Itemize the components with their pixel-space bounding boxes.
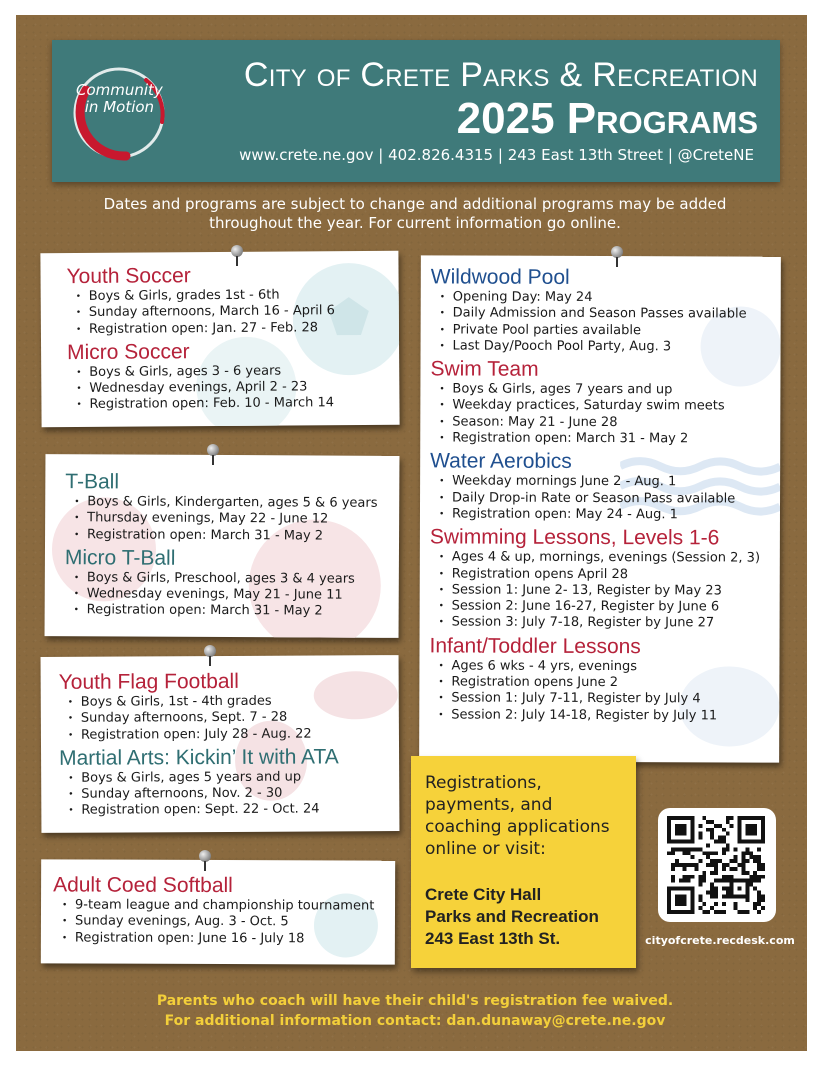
- list-item: • Last Day/Pooch Pool Party, Aug. 3: [431, 338, 781, 356]
- water-aerobics-title: Water Aerobics: [430, 449, 572, 474]
- pushpin-icon: [203, 645, 217, 665]
- toddler-lessons-title: Infant/Toddler Lessons: [429, 634, 641, 658]
- logo-text: Community in Motion: [76, 81, 163, 116]
- softball-card: [41, 859, 395, 964]
- soccer-card: [40, 251, 399, 427]
- header-banner: [52, 40, 780, 182]
- list-item: • Opening Day: May 24: [431, 289, 781, 307]
- list-item: • Boys & Girls, Kindergarten, ages 5 & 6 years: [65, 494, 399, 512]
- swim-team-list: [430, 382, 780, 448]
- list-item: • Registration open: March 31 - May 2: [430, 430, 780, 448]
- page-title: City of Crete Parks & Recreation: [243, 56, 758, 94]
- pushpin-icon: [198, 850, 212, 870]
- list-item: • Session 1: July 7-11, Register by July 4: [429, 691, 779, 709]
- tball-title: T-Ball: [65, 470, 120, 494]
- swim-lessons-title: Swimming Lessons, Levels 1-6: [429, 525, 720, 550]
- list-item: • Weekday practices, Saturday swim meets: [430, 398, 780, 416]
- pushpin-icon: [610, 246, 624, 266]
- micro-soccer-list: [67, 363, 399, 414]
- list-item: • Boys & Girls, Preschool, ages 3 & 4 years: [65, 570, 399, 588]
- list-item: • Registration opens June 2: [429, 674, 779, 692]
- list-item: • Boys & Girls, 1st - 4th grades: [59, 693, 399, 711]
- list-item: • Boys & Girls, ages 7 years and up: [430, 382, 780, 400]
- list-item: • Registration opens April 28: [430, 566, 780, 584]
- registration-address: Crete City Hall Parks and Recreation 243 East 13th St.: [425, 885, 599, 948]
- qr-url[interactable]: cityofcrete.recdesk.com: [645, 934, 795, 947]
- swim-team-title: Swim Team: [430, 357, 539, 381]
- disclaimer: Dates and programs are subject to change and additional programs may be added throughout the year. For current information go online.: [103, 195, 727, 232]
- page-subtitle: 2025 Programs: [456, 94, 758, 143]
- qr-code-icon: [667, 816, 765, 914]
- list-item: • Registration open: July 28 - Aug. 22: [59, 726, 399, 744]
- micro-tball-list: [65, 570, 399, 621]
- list-item: • Session 2: June 16-27, Register by June 6: [430, 599, 780, 617]
- swim-lessons-list: [430, 550, 780, 633]
- list-item: • Boys & Girls, ages 3 - 6 years: [67, 363, 399, 382]
- list-item: • Weekday mornings June 2 - Aug. 1: [430, 474, 780, 492]
- registration-text: Registrations, payments, and coaching applications online or visit:: [425, 773, 610, 859]
- list-item: • Sunday afternoons, March 16 - April 6: [67, 303, 399, 322]
- football-card: [41, 655, 400, 833]
- list-item: • Thursday evenings, May 22 - June 12: [65, 510, 399, 528]
- list-item: • Registration open: Jan. 27 - Feb. 28: [67, 319, 399, 338]
- contact-line: www.crete.ne.gov | 402.826.4315 | 243 East 13th Street | @CreteNE: [239, 146, 754, 164]
- micro-soccer-title: Micro Soccer: [67, 340, 190, 364]
- pool-card: [419, 255, 781, 762]
- footer-note: Parents who coach will have their child's registration fee waived. For additional information contact: dan.dunaway@crete.ne.gov: [156, 993, 674, 1029]
- list-item: • Season: May 21 - June 28: [430, 414, 780, 432]
- youth-soccer-list: [67, 287, 399, 338]
- qr-code[interactable]: [658, 808, 776, 922]
- martial-arts-title: Martial Arts: Kickin’ It with ATA: [59, 745, 339, 770]
- water-aerobics-list: [430, 474, 780, 524]
- list-item: • Session 3: July 7-18, Register by June 27: [430, 615, 780, 633]
- pool-title: Wildwood Pool: [430, 265, 570, 289]
- list-item: • Registration open: Feb. 10 - March 14: [67, 395, 399, 414]
- softball-list: [53, 897, 395, 947]
- list-item: • Registration open: Sept. 22 - Oct. 24: [59, 802, 399, 820]
- list-item: • Session 2: July 14-18, Register by July 11: [429, 707, 779, 725]
- list-item: • Daily Drop-in Rate or Season Pass available: [430, 490, 780, 508]
- tball-card: [45, 454, 400, 638]
- pool-list: [431, 289, 781, 355]
- list-item: • Wednesday evenings, April 2 - 23: [67, 379, 399, 398]
- list-item: • Boys & Girls, grades 1st - 6th: [67, 287, 399, 306]
- pushpin-icon: [206, 444, 220, 464]
- list-item: • Registration open: June 16 - July 18: [53, 930, 395, 947]
- micro-tball-title: Micro T-Ball: [64, 546, 176, 570]
- list-item: • Sunday evenings, Aug. 3 - Oct. 5: [53, 914, 395, 931]
- flag-football-list: [59, 693, 399, 744]
- pushpin-icon: [230, 245, 244, 265]
- list-item: • Ages 4 & up, mornings, evenings (Session 2, 3): [430, 550, 780, 568]
- softball-title: Adult Coed Softball: [53, 873, 233, 898]
- toddler-lessons-list: [429, 658, 779, 724]
- flag-football-title: Youth Flag Football: [58, 669, 239, 694]
- tball-list: [65, 494, 399, 545]
- youth-soccer-title: Youth Soccer: [66, 264, 191, 289]
- list-item: • Private Pool parties available: [431, 322, 781, 340]
- list-item: • Ages 6 wks - 4 yrs, evenings: [429, 658, 779, 676]
- martial-arts-list: [59, 769, 399, 820]
- list-item: • Registration open: March 31 - May 2: [65, 527, 399, 545]
- list-item: • 9-team league and championship tournament: [53, 897, 395, 914]
- list-item: • Registration open: March 31 - May 2: [65, 603, 399, 621]
- list-item: • Daily Admission and Season Passes available: [431, 306, 781, 324]
- list-item: • Sunday afternoons, Sept. 7 - 28: [59, 709, 399, 727]
- list-item: • Wednesday evenings, May 21 - June 11: [65, 586, 399, 604]
- list-item: • Boys & Girls, ages 5 years and up: [59, 769, 399, 787]
- list-item: • Sunday afternoons, Nov. 2 - 30: [59, 785, 399, 803]
- registration-note: [411, 756, 636, 968]
- list-item: • Session 1: June 2- 13, Register by May 23: [430, 582, 780, 600]
- list-item: • Registration open: May 24 - Aug. 1: [430, 506, 780, 524]
